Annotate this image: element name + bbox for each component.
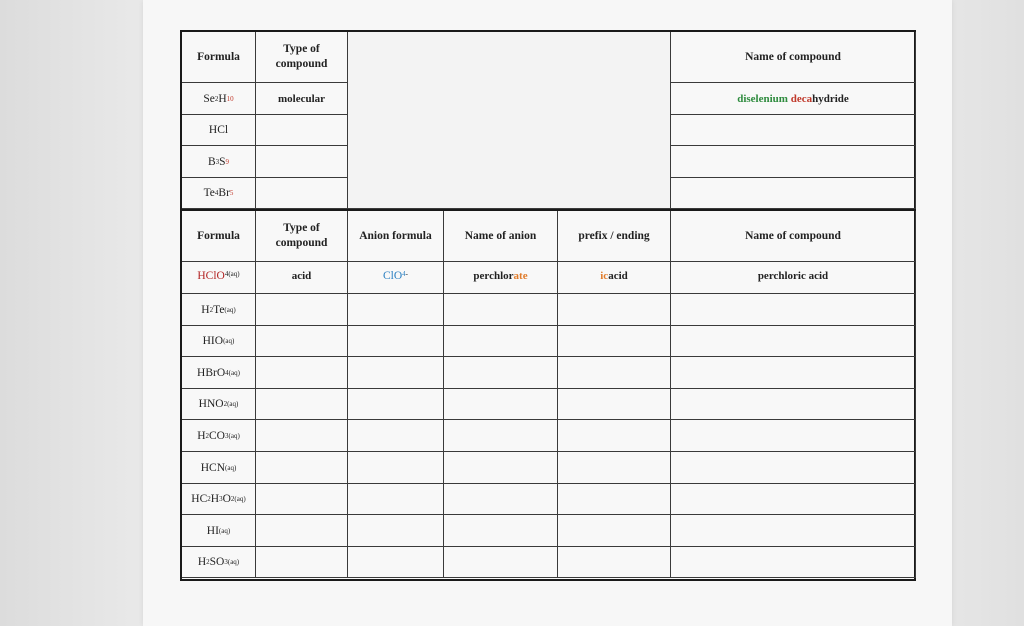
t2-row-formula: HI (aq) bbox=[182, 515, 256, 547]
t2-row-formula: HBrO 4(aq) bbox=[182, 357, 256, 389]
t2-row-type-cell[interactable] bbox=[256, 326, 348, 357]
t2-row-anion-formula-cell[interactable] bbox=[348, 452, 444, 484]
t2-header-type: Type of compound bbox=[256, 211, 348, 262]
t2-row-anion-name-cell[interactable] bbox=[444, 389, 558, 420]
t2-row-anion-formula-cell[interactable] bbox=[348, 357, 444, 389]
t1-row2-type[interactable] bbox=[256, 115, 348, 146]
t1-row4-type[interactable] bbox=[256, 178, 348, 209]
t2-row-formula: H 2 CO 3(aq) bbox=[182, 420, 256, 452]
t2-row-anion-formula-cell[interactable] bbox=[348, 326, 444, 357]
t2-header-formula: Formula bbox=[182, 211, 256, 262]
t2-row-anion-name-cell[interactable] bbox=[444, 515, 558, 547]
t2-row-prefix-ending-cell[interactable] bbox=[558, 547, 671, 578]
t2-row-type-cell[interactable] bbox=[256, 294, 348, 326]
t2-header-prefix-ending: prefix / ending bbox=[558, 211, 671, 262]
t2-row-anion-name-cell[interactable] bbox=[444, 357, 558, 389]
t1-row3-type[interactable] bbox=[256, 146, 348, 178]
t2-row-type-cell[interactable] bbox=[256, 484, 348, 515]
worksheet-table bbox=[180, 30, 916, 581]
t1-row1-type: molecular bbox=[256, 83, 348, 115]
t2-example-formula: HClO 4(aq) bbox=[182, 262, 256, 294]
t2-row-anion-name-cell[interactable] bbox=[444, 452, 558, 484]
t2-row-type-cell[interactable] bbox=[256, 389, 348, 420]
t2-row-anion-name-cell[interactable] bbox=[444, 547, 558, 578]
t2-example-anion-name: perchlor ate bbox=[444, 262, 558, 294]
t2-row-compound-name-cell[interactable] bbox=[671, 294, 916, 326]
t2-row-prefix-ending-cell[interactable] bbox=[558, 452, 671, 484]
t2-row-compound-name-cell[interactable] bbox=[671, 420, 916, 452]
t2-row-prefix-ending-cell[interactable] bbox=[558, 357, 671, 389]
t2-row-anion-formula-cell[interactable] bbox=[348, 294, 444, 326]
t2-row-compound-name-cell[interactable] bbox=[671, 326, 916, 357]
t2-row-formula: HIO (aq) bbox=[182, 326, 256, 357]
t2-example-compound-name: perchloric acid bbox=[671, 262, 916, 294]
t2-row-anion-name-cell[interactable] bbox=[444, 420, 558, 452]
t2-row-anion-name-cell[interactable] bbox=[444, 326, 558, 357]
t1-row2-formula: HCl bbox=[182, 115, 256, 146]
t2-row-formula: HCN (aq) bbox=[182, 452, 256, 484]
t2-example-anion-formula: ClO 4 - bbox=[348, 262, 444, 294]
t1-row4-name[interactable] bbox=[671, 178, 916, 209]
t2-header-name: Name of compound bbox=[671, 211, 916, 262]
t2-header-anion-formula: Anion formula bbox=[348, 211, 444, 262]
t2-row-prefix-ending-cell[interactable] bbox=[558, 389, 671, 420]
t1-row1-name: diselenium deca hydride bbox=[671, 83, 916, 115]
t2-row-formula: HNO 2(aq) bbox=[182, 389, 256, 420]
t2-row-type-cell[interactable] bbox=[256, 515, 348, 547]
t2-row-anion-formula-cell[interactable] bbox=[348, 515, 444, 547]
t2-row-anion-formula-cell[interactable] bbox=[348, 484, 444, 515]
t2-row-compound-name-cell[interactable] bbox=[671, 389, 916, 420]
t2-row-anion-formula-cell[interactable] bbox=[348, 547, 444, 578]
t1-blank-block bbox=[348, 32, 671, 209]
t2-example-type: acid bbox=[256, 262, 348, 294]
t2-header-anion-name: Name of anion bbox=[444, 211, 558, 262]
t2-row-anion-name-cell[interactable] bbox=[444, 484, 558, 515]
t1-header-type: Type of compound bbox=[256, 32, 348, 83]
t2-row-prefix-ending-cell[interactable] bbox=[558, 326, 671, 357]
t2-row-type-cell[interactable] bbox=[256, 357, 348, 389]
t2-row-compound-name-cell[interactable] bbox=[671, 357, 916, 389]
t2-row-formula: H 2 Te (aq) bbox=[182, 294, 256, 326]
t2-row-type-cell[interactable] bbox=[256, 420, 348, 452]
t1-row2-name[interactable] bbox=[671, 115, 916, 146]
t2-row-type-cell[interactable] bbox=[256, 452, 348, 484]
t2-row-compound-name-cell[interactable] bbox=[671, 515, 916, 547]
t2-row-formula: HC 2 H 3 O 2(aq) bbox=[182, 484, 256, 515]
t1-row4-formula: Te 4 Br 5 bbox=[182, 178, 256, 209]
t2-row-compound-name-cell[interactable] bbox=[671, 547, 916, 578]
t1-row3-name[interactable] bbox=[671, 146, 916, 178]
t2-row-anion-name-cell[interactable] bbox=[444, 294, 558, 326]
t2-example-prefix-ending: ic acid bbox=[558, 262, 671, 294]
t2-row-prefix-ending-cell[interactable] bbox=[558, 515, 671, 547]
t2-row-prefix-ending-cell[interactable] bbox=[558, 484, 671, 515]
t1-row1-formula: Se 2 H 10 bbox=[182, 83, 256, 115]
t2-row-anion-formula-cell[interactable] bbox=[348, 389, 444, 420]
t2-row-compound-name-cell[interactable] bbox=[671, 452, 916, 484]
t1-header-name: Name of compound bbox=[671, 32, 916, 83]
t1-header-formula: Formula bbox=[182, 32, 256, 83]
t1-row3-formula: B 3 S 9 bbox=[182, 146, 256, 178]
t2-row-anion-formula-cell[interactable] bbox=[348, 420, 444, 452]
t2-row-prefix-ending-cell[interactable] bbox=[558, 420, 671, 452]
t2-row-compound-name-cell[interactable] bbox=[671, 484, 916, 515]
t2-row-formula: H 2 SO 3(aq) bbox=[182, 547, 256, 578]
t2-row-type-cell[interactable] bbox=[256, 547, 348, 578]
t2-row-prefix-ending-cell[interactable] bbox=[558, 294, 671, 326]
